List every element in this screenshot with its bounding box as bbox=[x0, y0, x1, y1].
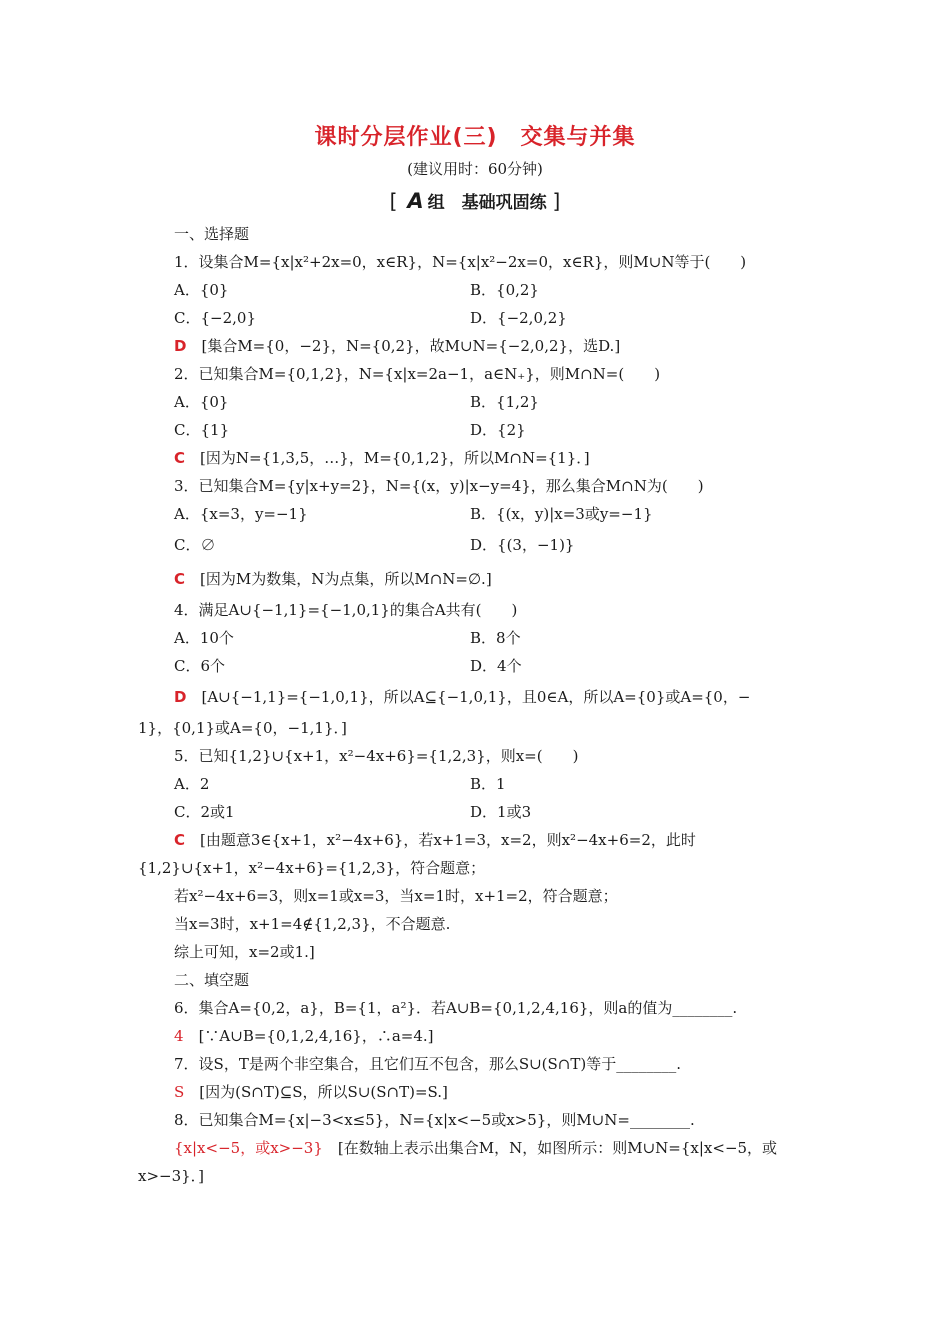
answer-continuation: 综上可知，x=2或1.] bbox=[174, 943, 315, 961]
question-stem: 4．满足A∪{−1,1}={−1,0,1}的集合A共有( ) bbox=[174, 601, 518, 619]
option-row bbox=[138, 770, 818, 798]
option-b: B．{1,2} bbox=[470, 393, 539, 411]
answer-explanation: [由题意3∈{x+1，x²−4x+6}，若x+1=3，x=2，则x²−4x+6=2，此时 bbox=[200, 831, 696, 849]
answer-line bbox=[138, 1022, 818, 1050]
option-d: D．4个 bbox=[470, 657, 522, 675]
answer-explanation: [集合M={0，−2}，N={0,2}，故M∪N={−2,0,2}，选D.] bbox=[201, 337, 621, 355]
option-row bbox=[138, 416, 818, 444]
option-d: D．{−2,0,2} bbox=[470, 309, 567, 327]
answer-line bbox=[138, 1078, 818, 1106]
option-b: B．1 bbox=[470, 775, 506, 793]
group-a-logo: A bbox=[407, 189, 424, 213]
answer-value: S bbox=[174, 1083, 185, 1101]
answer-letter: C bbox=[174, 449, 186, 467]
question-stem: 6．集合A={0,2，a}，B={1，a²}．若A∪B={0,1,2,4,16}，则a的值为________. bbox=[174, 999, 738, 1017]
question-stem: 5．已知{1,2}∪{x+1，x²−4x+6}={1,2,3}，则x=( ) bbox=[174, 747, 579, 765]
option-b: B．{(x，y)|x=3或y=−1} bbox=[470, 505, 653, 523]
answer-continuation: 若x²−4x+6=3，则x=1或x=3，当x=1时，x+1=2，符合题意； bbox=[174, 887, 618, 905]
answer-line bbox=[138, 562, 818, 596]
option-row bbox=[138, 304, 818, 332]
answer-continuation: {1,2}∪{x+1，x²−4x+6}={1,2,3}，符合题意； bbox=[138, 859, 486, 877]
group-bracket-close: ] bbox=[552, 189, 561, 213]
option-b: B．8个 bbox=[470, 629, 521, 647]
option-a: A．{0} bbox=[174, 393, 229, 411]
section-heading: 二、填空题 bbox=[174, 971, 250, 989]
answer-continuation: 当x=3时，x+1=4∉{1,2,3}，不合题意. bbox=[174, 915, 451, 933]
option-a: A．{x=3，y=−1} bbox=[174, 505, 308, 523]
option-d: D．{(3，−1)} bbox=[470, 536, 575, 554]
question-stem: 3．已知集合M={y|x+y=2}，N={(x，y)|x−y=4}，那么集合M∩N为( ) bbox=[174, 477, 704, 495]
answer-letter: D bbox=[174, 688, 187, 706]
group-label: 组 基础巩固练 bbox=[427, 193, 547, 213]
option-c: C．∅ bbox=[174, 536, 216, 554]
answer-value: 4 bbox=[174, 1027, 184, 1045]
answer-continuation: 1}，{0,1}或A={0，−1,1}．] bbox=[138, 719, 347, 737]
option-b: B．{0,2} bbox=[470, 281, 539, 299]
option-row bbox=[138, 624, 818, 652]
option-c: C．2或1 bbox=[174, 803, 235, 821]
answer-letter: D bbox=[174, 337, 187, 355]
option-row bbox=[138, 276, 818, 304]
section-heading: 一、选择题 bbox=[174, 225, 250, 243]
answer-explanation: [∵A∪B={0,1,2,4,16}，∴a=4.] bbox=[198, 1027, 434, 1045]
answer-explanation: [因为(S∩T)⊆S，所以S∪(S∩T)=S.] bbox=[199, 1083, 448, 1101]
answer-line bbox=[138, 1134, 818, 1162]
option-a: A．10个 bbox=[174, 629, 234, 647]
question-stem: 8．已知集合M={x|−3<x≤5}，N={x|x<−5或x>5}，则M∪N=________. bbox=[174, 1111, 695, 1129]
option-d: D．{2} bbox=[470, 421, 526, 439]
answer-letter: C bbox=[174, 570, 186, 588]
question-stem: 2．已知集合M={0,1,2}，N={x|x=2a−1，a∈N₊}，则M∩N=( ) bbox=[174, 365, 661, 383]
answer-explanation: [因为M为数集，N为点集，所以M∩N=∅.] bbox=[200, 570, 492, 588]
answer-value: {x|x<−5，或x>−3} bbox=[174, 1139, 323, 1157]
answer-explanation: [在数轴上表示出集合M，N，如图所示：则M∪N={x|x<−5，或 bbox=[337, 1139, 778, 1157]
option-row bbox=[138, 528, 818, 562]
option-c: C．{1} bbox=[174, 421, 230, 439]
question-content bbox=[138, 220, 818, 1190]
time-note: (建议用时：60分钟) bbox=[407, 160, 543, 178]
group-bracket-open: [ bbox=[389, 189, 398, 213]
answer-line bbox=[138, 680, 818, 714]
option-d: D．1或3 bbox=[470, 803, 532, 821]
option-row bbox=[138, 500, 818, 528]
page-title: 课时分层作业(三) 交集与并集 bbox=[314, 125, 636, 150]
answer-explanation: [A∪{−1,1}={−1,0,1}，所以A⊆{−1,0,1}，且0∈A，所以A={0}或A={0，− bbox=[201, 688, 751, 706]
option-row bbox=[138, 798, 818, 826]
answer-letter: C bbox=[174, 831, 186, 849]
answer-line bbox=[138, 826, 818, 854]
option-c: C．{−2,0} bbox=[174, 309, 256, 327]
answer-continuation: x>−3}．] bbox=[138, 1167, 205, 1185]
option-row bbox=[138, 388, 818, 416]
option-a: A．{0} bbox=[174, 281, 229, 299]
question-stem: 1．设集合M={x|x²+2x=0，x∈R}，N={x|x²−2x=0，x∈R}，则M∪N等于( ) bbox=[174, 253, 747, 271]
answer-line bbox=[138, 332, 818, 360]
answer-line bbox=[138, 444, 818, 472]
group-heading bbox=[0, 188, 950, 213]
question-stem: 7．设S，T是两个非空集合，且它们互不包含，那么S∪(S∩T)等于________. bbox=[174, 1055, 681, 1073]
option-a: A．2 bbox=[174, 775, 210, 793]
option-row bbox=[138, 652, 818, 680]
answer-explanation: [因为N={1,3,5，…}，M={0,1,2}，所以M∩N={1}．] bbox=[200, 449, 590, 467]
option-c: C．6个 bbox=[174, 657, 226, 675]
